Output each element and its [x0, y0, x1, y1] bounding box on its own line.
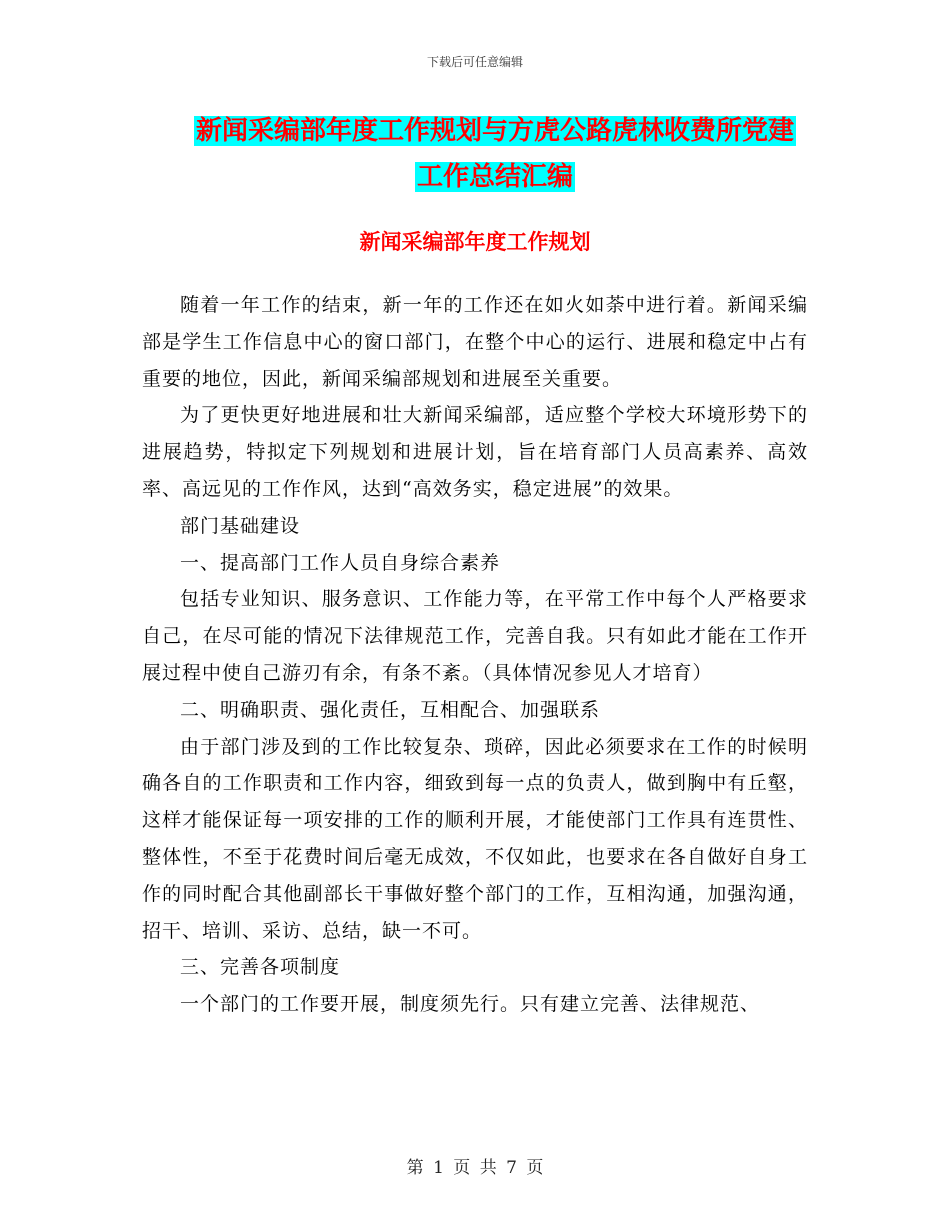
page-footer: 第 1 页 共 7 页 — [406, 1158, 544, 1178]
subheading: 部门基础建设 — [180, 514, 301, 537]
document-body — [142, 287, 808, 1023]
paragraph: 由于部门涉及到的工作比较复杂、琐碎，因此必须要求在工作的时候明确各自的工作职责和工作内容，细致到每一点的负责人，做到胸中有丘壑，这样才能保证每一项安排的工作的顺利开展，才能使部门工作具有连贯性、整体性，不至于花费时间后毫无成效，不仅如此，也要求在各自做好自身工作的同时配合其他副部长干事做好整个部门的工作，互相沟通，加强沟通，招干、培训、采访、总结，缺一不可。 — [142, 735, 808, 942]
title-line-2: 工作总结汇编 — [416, 162, 573, 192]
header-note: 下载后可任意编辑 — [426, 55, 523, 69]
section-title: 新闻采编部年度工作规划 — [359, 230, 591, 254]
paragraph: 包括专业知识、服务意识、工作能力等，在平常工作中每个人严格要求自己，在尽可能的情况下法律规范工作，完善自我。只有如此才能在工作开展过程中使自己游刃有余，有条不紊。（具体情况参见人才培育） — [142, 588, 808, 684]
document-title — [170, 108, 820, 200]
title-line-1: 新闻采编部年度工作规划与方虎公路虎林收费所党建 — [195, 116, 794, 146]
subheading: 三、完善各项制度 — [180, 956, 341, 979]
paragraph: 为了更快更好地进展和壮大新闻采编部，适应整个学校大环境形势下的进展趋势，特拟定下列规划和进展计划，旨在培育部门人员高素养、高效率、高远见的工作作风，达到“高效务实，稳定进展”的效果。 — [142, 404, 808, 500]
paragraph: 一个部门的工作要开展，制度须先行。只有建立完善、法律规范、 — [180, 993, 761, 1016]
subheading: 二、明确职责、强化责任，互相配合、加强联系 — [180, 698, 601, 721]
subheading: 一、提高部门工作人员自身综合素养 — [180, 551, 501, 574]
paragraph: 随着一年工作的结束，新一年的工作还在如火如荼中进行着。新闻采编部是学生工作信息中心的窗口部门，在整个中心的运行、进展和稳定中占有重要的地位，因此，新闻采编部规划和进展至关重要。 — [142, 294, 808, 390]
